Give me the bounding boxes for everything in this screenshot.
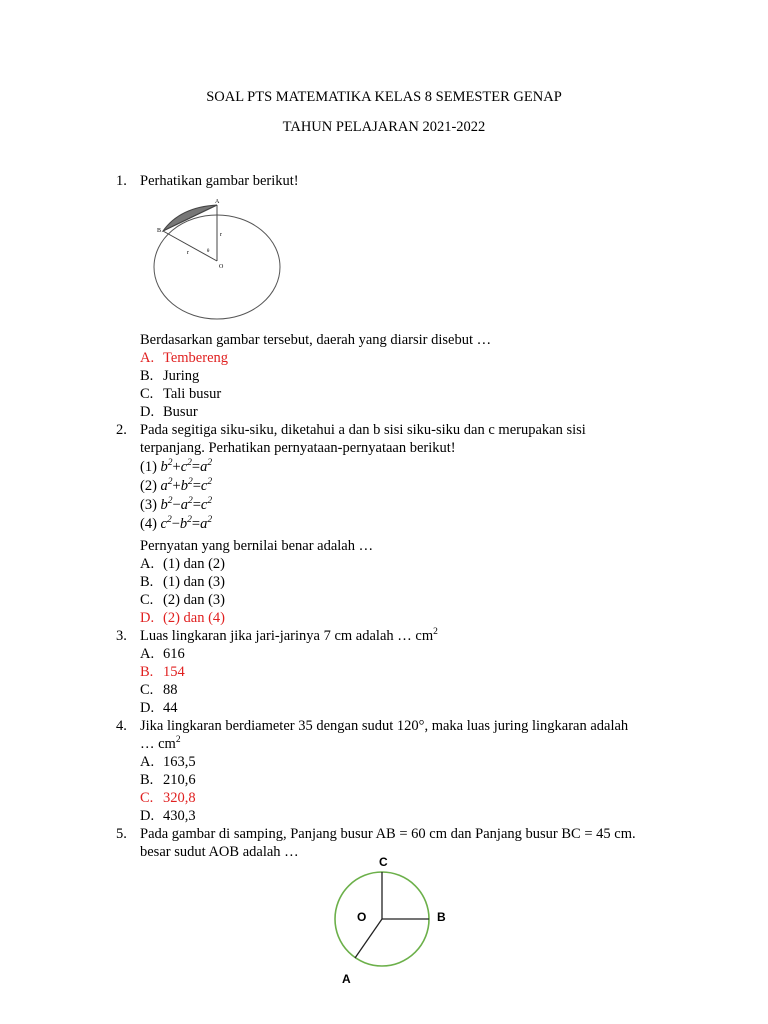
q1-option-d-text[interactable]: Busur — [163, 404, 198, 420]
question-4-number: 4. — [116, 718, 127, 734]
q3-option-c-letter[interactable]: C. — [140, 682, 154, 698]
question-2-number: 2. — [116, 422, 127, 438]
question-5-number: 5. — [116, 826, 127, 842]
q1-option-d-letter[interactable]: D. — [140, 404, 155, 420]
q3-option-b-letter[interactable]: B. — [140, 664, 154, 680]
q1-label-b: B — [157, 228, 162, 234]
q1-radius-ob — [163, 231, 217, 261]
q1-option-b-text[interactable]: Juring — [163, 368, 200, 384]
q5-radius-oa — [355, 919, 382, 958]
question-4-line1: Jika lingkaran berdiameter 35 dengan sudut 120°, maka luas juring lingkaran adalah — [140, 718, 629, 734]
q1-option-a-letter[interactable]: A. — [140, 350, 155, 366]
q2-option-d-letter[interactable]: D. — [140, 610, 155, 626]
question-2-line1: Pada segitiga siku-siku, diketahui a dan b sisi siku-siku dan c merupakan sisi — [140, 422, 586, 438]
q1-option-a-text[interactable]: Tembereng — [163, 350, 229, 366]
q3-option-c-text[interactable]: 88 — [163, 682, 178, 698]
question-1-number: 1. — [116, 173, 127, 189]
q5-label-a: A — [342, 972, 351, 986]
q4-option-b-letter[interactable]: B. — [140, 772, 154, 788]
q3-option-d-text[interactable]: 44 — [163, 700, 178, 716]
q1-option-b-letter[interactable]: B. — [140, 368, 154, 384]
question-1-text: Berdasarkan gambar tersebut, daerah yang diarsir disebut … — [140, 332, 492, 348]
q4-option-d-letter[interactable]: D. — [140, 808, 155, 824]
question-3-number: 3. — [116, 628, 127, 644]
q1-label-r-vertical: r — [220, 232, 222, 238]
q1-label-angle: θ — [207, 249, 210, 254]
q4-option-c-letter[interactable]: C. — [140, 790, 154, 806]
q1-label-r-slant: r — [187, 250, 189, 256]
q4-option-a-letter[interactable]: A. — [140, 754, 155, 770]
q2-option-b-letter[interactable]: B. — [140, 574, 154, 590]
q2-option-a-text[interactable]: (1) dan (2) — [163, 556, 226, 572]
page-subtitle: TAHUN PELAJARAN 2021-2022 — [282, 119, 486, 135]
q2-option-c-letter[interactable]: C. — [140, 592, 154, 608]
question-2-text: Pernyatan yang bernilai benar adalah … — [140, 538, 374, 554]
page-title: SOAL PTS MATEMATIKA KELAS 8 SEMESTER GENAP — [206, 89, 562, 105]
q1-label-o: O — [219, 264, 224, 270]
q4-option-a-text[interactable]: 163,5 — [163, 754, 196, 770]
q1-chord — [163, 205, 217, 231]
q1-label-a: A — [215, 199, 220, 205]
question-5-line2: besar sudut AOB adalah … — [140, 844, 299, 860]
question-5-line1: Pada gambar di samping, Panjang busur AB = 60 cm dan Panjang busur BC = 45 cm. — [140, 826, 636, 842]
q1-option-c-letter[interactable]: C. — [140, 386, 154, 402]
q2-statement-1: (1) $b^2+c^2=a^2$ — [140, 458, 213, 475]
q2-option-c-text[interactable]: (2) dan (3) — [163, 592, 226, 608]
question-4-line2: … $cm^2$ — [140, 735, 181, 752]
q2-statement-4: (4) $c^2-b^2=a^2$ — [140, 515, 213, 532]
q3-option-d-letter[interactable]: D. — [140, 700, 155, 716]
q4-option-d-text[interactable]: 430,3 — [163, 808, 196, 824]
q2-option-d-text[interactable]: (2) dan (4) — [163, 610, 226, 626]
question-2-line2: terpanjang. Perhatikan pernyataan-pernyataan berikut! — [140, 440, 456, 456]
q2-option-a-letter[interactable]: A. — [140, 556, 155, 572]
question-3-text: Luas lingkaran jika jari-jarinya 7 cm adalah … $cm^2$ — [140, 627, 438, 644]
q3-option-b-text[interactable]: 154 — [163, 664, 185, 680]
q1-option-c-text[interactable]: Tali busur — [163, 386, 222, 402]
q5-label-o: O — [357, 910, 367, 924]
q3-option-a-text[interactable]: 616 — [163, 646, 185, 662]
q5-label-c: C — [379, 855, 388, 869]
q2-option-b-text[interactable]: (1) dan (3) — [163, 574, 226, 590]
q4-option-b-text[interactable]: 210,6 — [163, 772, 196, 788]
question-1-figure — [145, 195, 290, 320]
q3-option-a-letter[interactable]: A. — [140, 646, 155, 662]
question-1-prompt: Perhatikan gambar berikut! — [140, 173, 299, 189]
q2-statement-2: (2) $a^2+b^2=c^2$ — [140, 477, 213, 494]
q2-statement-3: (3) $b^2-a^2=c^2$ — [140, 496, 213, 513]
q4-option-c-text[interactable]: 320,8 — [163, 790, 196, 806]
q5-label-b: B — [437, 910, 446, 924]
